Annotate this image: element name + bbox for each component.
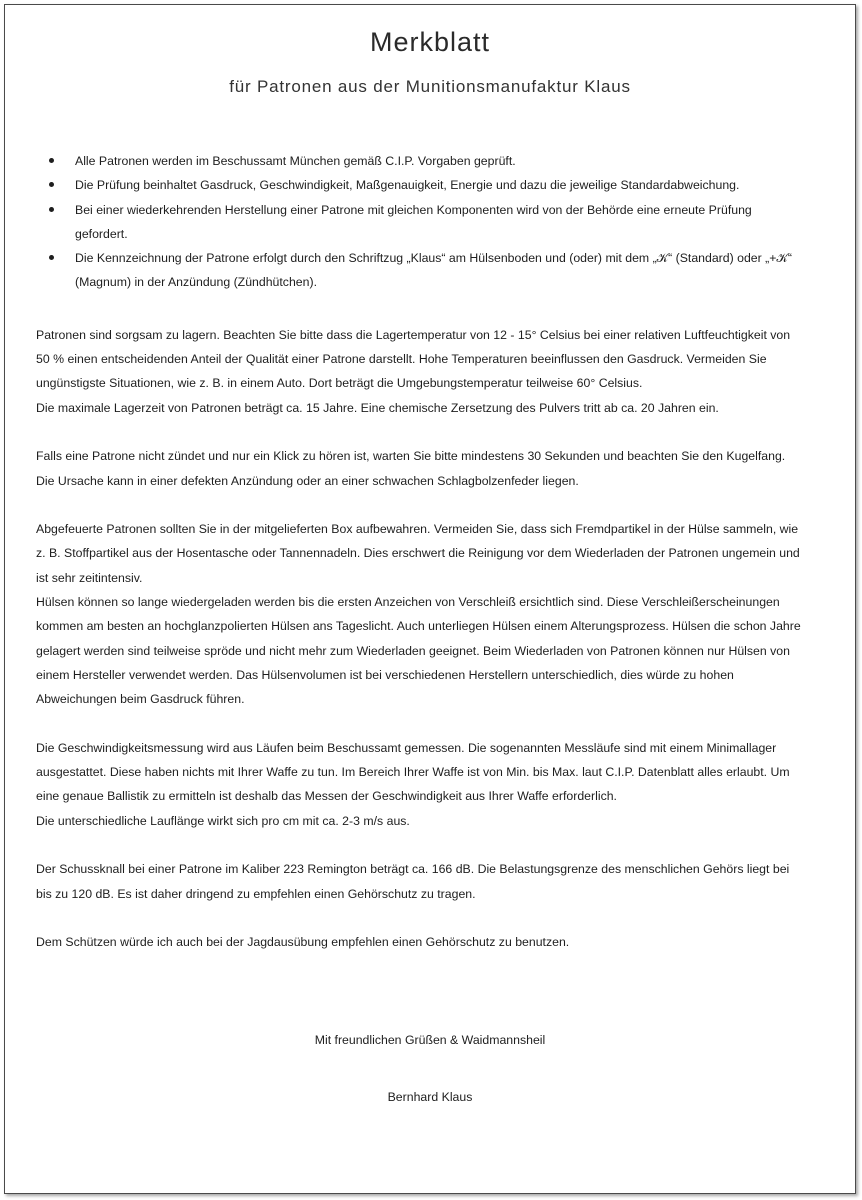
document-page bbox=[4, 4, 856, 1194]
velocity-paragraph bbox=[36, 736, 806, 833]
paragraph-line: Hülsen können so lange wiedergeladen werden bis die ersten Anzeichen von Verschleiß ersichtlich sind. Diese Verschleißerscheinungen kommen am besten an hochglanzpolierten Hülsen ans Tageslicht. Auch unterliegen Hülsen einem Alterungsprozess. Hülsen die schon Jahre gelagert werden sind teilweise spröde und nicht mehr zum Wiederladen geeignet. Beim Wiederladen von Patronen können nur Hülsen von einem Hersteller verwendet werden. Das Hülsenvolumen ist bei verschiedenen Herstellern unterschiedlich, dies würde zu hohen Abweichungen beim Gasdruck führen. bbox=[36, 595, 801, 707]
bullet-dot-icon bbox=[49, 207, 54, 212]
bullet-text: Alle Patronen werden im Beschussamt München gemäß C.I.P. Vorgaben geprüft. bbox=[75, 154, 516, 168]
closing-greeting: Mit freundlichen Grüßen & Waidmannsheil bbox=[314, 1033, 546, 1047]
bullet-item bbox=[75, 198, 806, 247]
bullet-list bbox=[36, 149, 806, 295]
bullet-text: Bei einer wiederkehrenden Herstellung einer Patrone mit gleichen Komponenten wird von der Behörde eine erneute Prüfung gefordert. bbox=[75, 202, 752, 241]
bullet-text: Die Kennzeichnung der Patrone erfolgt durch den Schriftzug „Klaus“ am Hülsenboden und (oder) mit dem „𝒦“ (Standard) oder „+𝒦“ (Magnum) in der Anzündung (Zündhütchen). bbox=[75, 251, 792, 290]
bullet-item bbox=[75, 246, 806, 295]
bullet-text: Die Prüfung beinhaltet Gasdruck, Geschwindigkeit, Maßgenauigkeit, Energie und dazu die jeweilige Standardabweichung. bbox=[75, 178, 740, 193]
hunting-paragraph bbox=[36, 930, 806, 954]
misfire-paragraph bbox=[36, 444, 806, 493]
document-body bbox=[36, 149, 806, 979]
paragraph-line: Die Geschwindigkeitsmessung wird aus Läufen beim Beschussamt gemessen. Die sogenannten Messläufe sind mit einem Minimallager ausgestattet. Diese haben nichts mit Ihrer Waffe zu tun. Im Bereich Ihrer Waffe ist von Min. bis Max. laut C.I.P. Datenblatt alles erlaubt. Um eine genaue Ballistik zu ermitteln ist deshalb das Messen der Geschwindigkeit aus Ihrer Waffe erforderlich. bbox=[36, 740, 790, 804]
reloading-paragraph bbox=[36, 517, 806, 711]
paragraph-line: Dem Schützen würde ich auch bei der Jagdausübung empfehlen einen Gehörschutz zu benutzen. bbox=[36, 935, 570, 950]
paragraph-line: Der Schussknall bei einer Patrone im Kaliber 223 Remington beträgt ca. 166 dB. Die Belastungsgrenze des menschlichen Gehörs liegt bei bis zu 120 dB. Es ist daher dringend zu empfehlen einen Gehörschutz zu tragen. bbox=[36, 862, 790, 901]
document-title: Merkblatt bbox=[369, 27, 491, 57]
storage-paragraph bbox=[36, 323, 806, 420]
paragraph-line: Die maximale Lagerzeit von Patronen beträgt ca. 15 Jahre. Eine chemische Zersetzung des Pulvers tritt ab ca. 20 Jahren ein. bbox=[36, 400, 719, 415]
paragraph-line: Die unterschiedliche Lauflänge wirkt sich pro cm mit ca. 2-3 m/s aus. bbox=[36, 813, 410, 828]
bullet-dot-icon bbox=[49, 255, 54, 260]
bullet-item bbox=[75, 173, 806, 197]
bullet-dot-icon bbox=[49, 158, 54, 163]
paragraph-line: Patronen sind sorgsam zu lagern. Beachten Sie bitte dass die Lagertemperatur von 12 - 15° Celsius bei einer relativen Luftfeuchtigkeit von 50 % einen entscheidenden Anteil der Qualität einer Patrone darstellt. Hohe Temperaturen beeinflussen den Gasdruck. Vermeiden Sie ungünstigste Situationen, wie z. B. in einem Auto. Dort beträgt die Umgebungstemperatur teilweise 60° Celsius. bbox=[36, 327, 791, 391]
document-subtitle: für Patronen aus der Munitionsmanufaktur Klaus bbox=[229, 77, 631, 96]
signature-name: Bernhard Klaus bbox=[387, 1090, 473, 1104]
bullet-item bbox=[75, 149, 806, 173]
noise-paragraph bbox=[36, 857, 806, 906]
paragraph-line: Abgefeuerte Patronen sollten Sie in der mitgelieferten Box aufbewahren. Vermeiden Sie, dass sich Fremdpartikel in der Hülse sammeln, wie z. B. Stoffpartikel aus der Hosentasche oder Tannennadeln. Dies erschwert die Reinigung vor dem Wiederladen der Patronen ungemein und ist sehr zeitintensiv. bbox=[36, 522, 800, 585]
bullet-dot-icon bbox=[49, 182, 54, 187]
paragraph-line: Falls eine Patrone nicht zündet und nur ein Klick zu hören ist, warten Sie bitte mindestens 30 Sekunden und beachten Sie den Kugelfang. Die Ursache kann in einer defekten Anzündung oder an einer schwachen Schlagbolzenfeder liegen. bbox=[36, 449, 786, 488]
